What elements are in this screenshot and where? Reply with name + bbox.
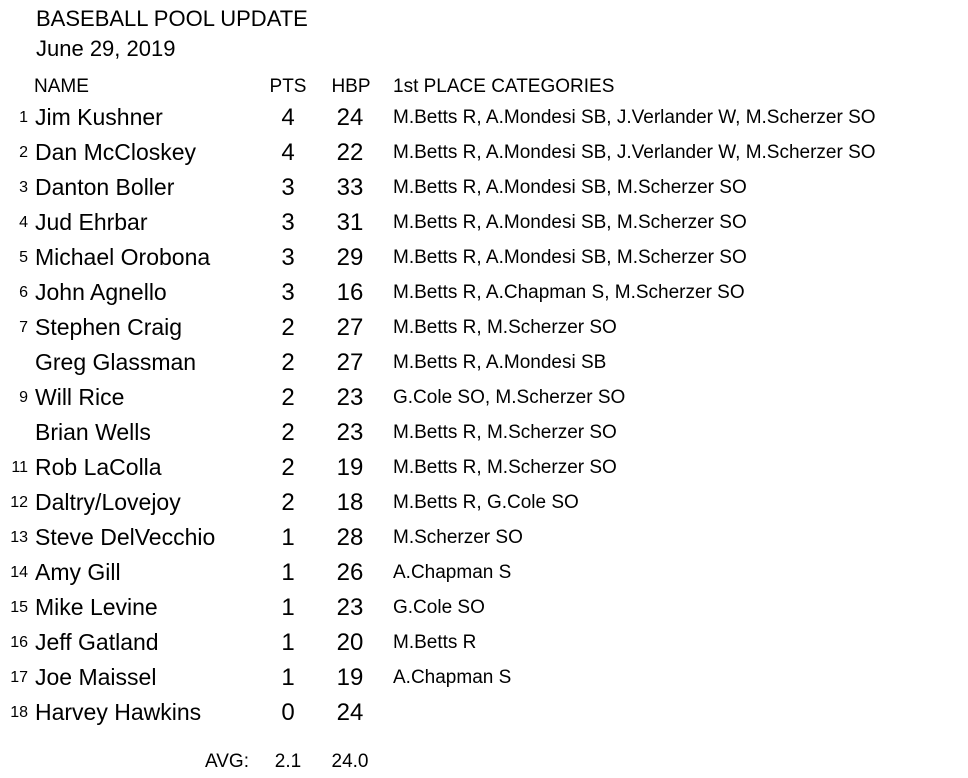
row-pts: 4	[281, 104, 295, 131]
row-categories: A.Chapman S	[393, 667, 512, 688]
average-label: AVG:	[205, 751, 249, 772]
row-pts: 3	[281, 244, 295, 271]
table-row	[0, 520, 968, 555]
row-hbp: 22	[336, 139, 364, 166]
row-rank: 2	[19, 144, 28, 161]
row-hbp: 19	[336, 454, 364, 481]
row-rank: 15	[10, 599, 28, 616]
row-categories: M.Betts R, A.Mondesi SB, J.Verlander W, M.Scherzer SO	[393, 142, 876, 163]
row-name: Will Rice	[35, 384, 125, 410]
row-pts: 3	[281, 174, 295, 201]
row-pts: 1	[281, 629, 295, 656]
row-hbp: 27	[336, 314, 364, 341]
row-name: Jeff Gatland	[35, 629, 159, 655]
row-hbp: 27	[336, 349, 364, 376]
row-hbp: 18	[336, 489, 364, 516]
column-header-name: NAME	[34, 76, 89, 97]
row-pts: 4	[281, 139, 295, 166]
row-pts: 2	[281, 384, 295, 411]
row-hbp: 29	[336, 244, 364, 271]
row-pts: 2	[281, 454, 295, 481]
row-rank: 11	[11, 459, 28, 476]
table-row	[0, 275, 968, 310]
table-row	[0, 695, 968, 730]
row-rank: 14	[10, 564, 28, 581]
row-rank: 4	[19, 214, 28, 231]
row-categories: M.Betts R, G.Cole SO	[393, 492, 579, 513]
table-row	[0, 345, 968, 380]
row-hbp: 31	[336, 209, 364, 236]
row-rank: 12	[10, 494, 28, 511]
report-title: BASEBALL POOL UPDATE	[36, 6, 308, 31]
row-hbp: 20	[336, 629, 364, 656]
row-hbp: 28	[336, 524, 364, 551]
row-name: Brian Wells	[35, 419, 151, 445]
row-pts: 1	[281, 664, 295, 691]
row-name: Mike Levine	[35, 594, 158, 620]
table-row	[0, 240, 968, 275]
row-pts: 3	[281, 209, 295, 236]
row-rank: 1	[19, 109, 28, 126]
row-name: Dan McCloskey	[35, 139, 197, 165]
row-pts: 1	[281, 559, 295, 586]
row-name: Greg Glassman	[35, 349, 197, 375]
row-name: Daltry/Lovejoy	[35, 489, 181, 515]
row-categories: M.Scherzer SO	[393, 527, 523, 548]
row-categories: M.Betts R, A.Mondesi SB, J.Verlander W, M.Scherzer SO	[393, 107, 876, 128]
row-hbp: 16	[336, 279, 364, 306]
row-categories: M.Betts R, M.Scherzer SO	[393, 317, 617, 338]
row-pts: 1	[281, 524, 295, 551]
row-rank: 18	[10, 704, 28, 721]
row-rank: 7	[19, 319, 28, 336]
row-hbp: 23	[336, 384, 364, 411]
row-pts: 2	[281, 349, 295, 376]
table-row	[0, 415, 968, 450]
row-hbp: 23	[336, 419, 364, 446]
row-hbp: 19	[336, 664, 364, 691]
row-pts: 2	[281, 314, 295, 341]
row-name: Michael Orobona	[35, 244, 211, 270]
column-header-hbp: HBP	[331, 76, 371, 97]
row-name: Rob LaColla	[35, 454, 162, 480]
row-hbp: 23	[336, 594, 364, 621]
row-categories: M.Betts R, A.Mondesi SB, M.Scherzer SO	[393, 247, 747, 268]
table-row	[0, 450, 968, 485]
row-hbp: 24	[336, 104, 364, 131]
row-rank: 5	[19, 249, 28, 266]
table-row	[0, 205, 968, 240]
row-name: Jim Kushner	[35, 104, 163, 130]
table-row	[0, 485, 968, 520]
row-pts: 2	[281, 489, 295, 516]
row-hbp: 24	[336, 699, 364, 726]
column-header-pts: PTS	[269, 76, 307, 97]
table-row	[0, 380, 968, 415]
row-categories: G.Cole SO	[393, 597, 485, 618]
row-pts: 2	[281, 419, 295, 446]
row-name: Stephen Craig	[35, 314, 183, 340]
row-categories: M.Betts R, M.Scherzer SO	[393, 457, 617, 478]
table-row	[0, 555, 968, 590]
row-categories: M.Betts R	[393, 632, 477, 653]
row-rank: 6	[19, 284, 28, 301]
average-hbp: 24.0	[331, 751, 369, 772]
table-row	[0, 100, 968, 135]
row-categories: M.Betts R, A.Mondesi SB, M.Scherzer SO	[393, 212, 747, 233]
row-rank: 3	[19, 179, 28, 196]
row-categories: M.Betts R, A.Mondesi SB, M.Scherzer SO	[393, 177, 747, 198]
row-pts: 3	[281, 279, 295, 306]
table-row	[0, 590, 968, 625]
row-rank: 16	[10, 634, 28, 651]
row-name: Steve DelVecchio	[35, 524, 216, 550]
row-name: Jud Ehrbar	[35, 209, 148, 235]
report-date: June 29, 2019	[36, 36, 176, 61]
row-rank: 13	[10, 529, 28, 546]
row-name: John Agnello	[35, 279, 167, 305]
table-row	[0, 310, 968, 345]
row-name: Amy Gill	[35, 559, 121, 585]
standings-table	[0, 100, 968, 730]
row-name: Joe Maissel	[35, 664, 157, 690]
table-row	[0, 625, 968, 660]
column-header-categories: 1st PLACE CATEGORIES	[393, 76, 615, 97]
table-row	[0, 660, 968, 695]
row-name: Danton Boller	[35, 174, 175, 200]
row-rank: 9	[19, 389, 28, 406]
table-row	[0, 170, 968, 205]
row-categories: G.Cole SO, M.Scherzer SO	[393, 387, 626, 408]
row-pts: 1	[281, 594, 295, 621]
row-categories: A.Chapman S	[393, 562, 512, 583]
average-pts: 2.1	[274, 751, 302, 772]
row-pts: 0	[281, 699, 295, 726]
row-categories: M.Betts R, A.Mondesi SB	[393, 352, 607, 373]
row-categories: M.Betts R, M.Scherzer SO	[393, 422, 617, 443]
row-categories: M.Betts R, A.Chapman S, M.Scherzer SO	[393, 282, 745, 303]
row-hbp: 33	[336, 174, 364, 201]
row-name: Harvey Hawkins	[35, 699, 202, 725]
row-hbp: 26	[336, 559, 364, 586]
row-rank: 17	[10, 669, 28, 686]
table-row	[0, 135, 968, 170]
